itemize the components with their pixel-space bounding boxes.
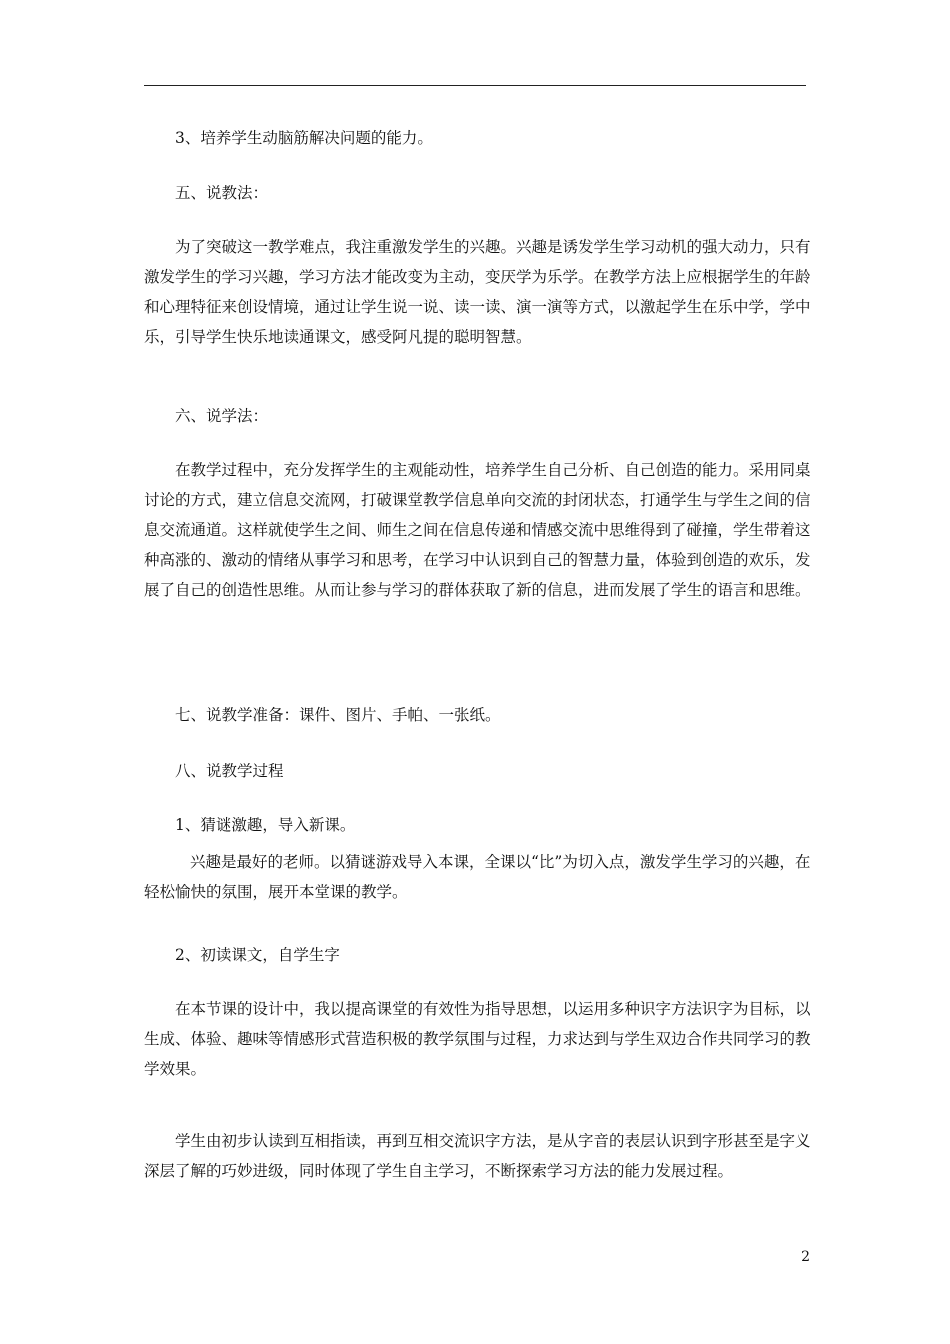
step-1-heading: 1、猜谜激趣，导入新课。	[175, 816, 356, 834]
step-2-paragraph-1: 在本节课的设计中，我以提高课堂的有效性为指导思想，以运用多种识字方法识字为目标，以生成、体验、趣味等情感形式营造积极的教学氛围与过程，力求达到与学生双边合作共同学习的教学效果。	[144, 1000, 811, 1078]
page-number: 2	[801, 1249, 810, 1265]
paragraph-learning-method: 在教学过程中，充分发挥学生的主观能动性，培养学生自己分析、自己创造的能力。采用同桌讨论的方式，建立信息交流网，打破课堂教学信息单向交流的封闭状态，打通学生与学生之间的信息交流通道。这样就使学生之间、师生之间在信息传递和情感交流中思维得到了碰撞，学生带着这种高涨的、激动的情绪从事学习和思考，在学习中认识到自己的智慧力量，体验到创造的欢乐，发展了自己的创造性思维。从而让参与学习的群体获取了新的信息，进而发展了学生的语言和思维。	[144, 461, 811, 599]
heading-learning-method: 六、说学法：	[175, 407, 269, 425]
step-2-paragraph-2: 学生由初步认读到互相指读，再到互相交流识字方法，是从字音的表层认识到字形甚至是字义深层了解的巧妙进级，同时体现了学生自主学习，不断探索学习方法的能力发展过程。	[144, 1132, 811, 1180]
heading-teaching-method: 五、说教法：	[175, 184, 269, 202]
heading-preparation: 七、说教学准备：课件、图片、手帕、一张纸。	[175, 706, 501, 724]
header-rule	[144, 85, 806, 86]
step-2-heading: 2、初读课文，自学生字	[175, 946, 340, 964]
paragraph-teaching-method: 为了突破这一教学难点，我注重激发学生的兴趣。兴趣是诱发学生学习动机的强大动力，只有激发学生的学习兴趣，学习方法才能改变为主动，变厌学为乐学。在教学方法上应根据学生的年龄和心理特征来创设情境，通过让学生说一说、读一读、演一演等方式，以激起学生在乐中学，学中乐，引导学生快乐地读通课文，感受阿凡提的聪明智慧。	[144, 238, 811, 346]
goal-item-3: 3、培养学生动脑筋解决问题的能力。	[175, 129, 433, 147]
heading-teaching-process: 八、说教学过程	[175, 762, 284, 780]
step-1-paragraph: 兴趣是最好的老师。以猜谜游戏导入本课，全课以“比”为切入点，激发学生学习的兴趣，在轻松愉快的氛围，展开本堂课的教学。	[144, 853, 811, 901]
